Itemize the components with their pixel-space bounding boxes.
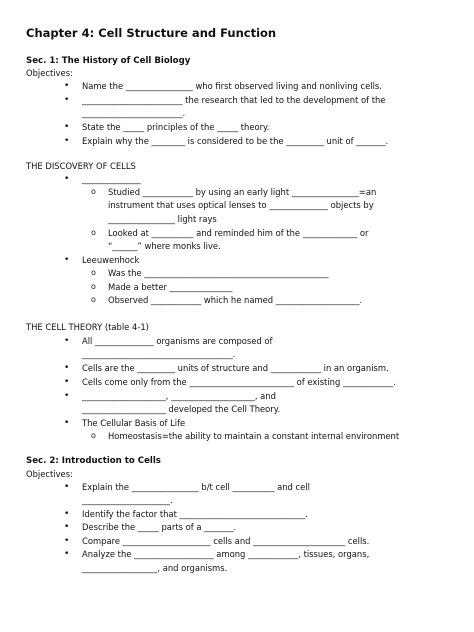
objective-item-continuation: ________________________.	[82, 108, 186, 118]
cell-theory-item-continuation: ____________________________________.	[82, 349, 236, 359]
bullet-icon: •	[64, 509, 70, 519]
bullet-icon: •	[64, 363, 70, 373]
discovery-subitem: Observed ____________ which he named ____________________.	[108, 295, 363, 305]
bullet-icon: •	[64, 122, 70, 132]
discovery-subitem: Looked at __________ and reminded him of the _____________ or	[108, 228, 369, 238]
objective-item: Compare _____________________ cells and ______________________ cells.	[82, 536, 370, 546]
bullet-icon: •	[64, 377, 70, 387]
cell-theory-subitem: Homeostasis=the ability to maintain a constant internal environment	[108, 431, 400, 441]
objective-item: Explain the ________________ b/t cell __________ and cell	[82, 482, 310, 492]
objective-item: ________________________ the research that led to the development of the	[82, 95, 386, 105]
objective-item: Name the ________________ who first observed living and nonliving cells.	[82, 81, 382, 91]
section-1-heading: Sec. 1: The History of Cell Biology	[26, 56, 191, 66]
bullet-icon: •	[64, 549, 70, 559]
objective-item: Identify the factor that ______________________________.	[82, 509, 308, 519]
objective-item-continuation: _____________________.	[82, 495, 173, 505]
page-title: Chapter 4: Cell Structure and Function	[26, 26, 277, 40]
bullet-icon: •	[64, 174, 70, 184]
discovery-subitem-continuation: ________________ light rays	[108, 214, 217, 224]
bullet-icon: •	[64, 336, 70, 346]
cell-theory-item: All ______________ organisms are composed of	[82, 336, 273, 346]
discovery-subitem: Was the ____________________________________________	[108, 268, 329, 278]
bullet-icon: •	[64, 81, 70, 91]
objective-item: State the _____ principles of the _____ theory.	[82, 122, 270, 132]
objective-item: Explain why the ________ is considered to be the _________ unit of _______.	[82, 136, 389, 146]
discovery-item: Leeuwenhock	[82, 255, 140, 265]
section-2-objectives-label: Objectives:	[26, 469, 73, 479]
sub-bullet-icon: o	[91, 268, 96, 277]
bullet-icon: •	[64, 136, 70, 146]
bullet-icon: •	[64, 95, 70, 105]
cell-theory-item: Cells come only from the _________________________ of existing ____________.	[82, 377, 396, 387]
objective-item-continuation: __________________, and organisms.	[82, 563, 228, 573]
discovery-subitem: Studied ____________ by using an early light ________________=an	[108, 187, 377, 197]
discovery-subitem-continuation: instrument that uses optical lenses to ______________ objects by	[108, 200, 374, 210]
bullet-icon: •	[64, 391, 70, 401]
bullet-icon: •	[64, 418, 70, 428]
cell-theory-item: ____________________, ____________________, and	[82, 391, 276, 401]
discovery-subitem-continuation: “______” where monks live.	[108, 241, 221, 251]
section-2-heading: Sec. 2: Introduction to Cells	[26, 456, 161, 466]
objective-item: Describe the _____ parts of a _______.	[82, 522, 237, 532]
bullet-icon: •	[64, 255, 70, 265]
cell-theory-item: Cells are the _________ units of structure and ____________ in an organism.	[82, 363, 389, 373]
discovery-item: ______________	[82, 174, 141, 184]
cell-theory-item-continuation: ____________________ developed the Cell Theory.	[82, 404, 281, 414]
bullet-icon: •	[64, 536, 70, 546]
discovery-subitem: Made a better _______________	[108, 282, 233, 292]
bullet-icon: •	[64, 482, 70, 492]
bullet-icon: •	[64, 522, 70, 532]
sub-bullet-icon: o	[91, 282, 96, 291]
section-1-objectives-label: Objectives:	[26, 68, 73, 78]
sub-bullet-icon: o	[91, 295, 96, 304]
cell-theory-item: The Cellular Basis of Life	[82, 418, 186, 428]
objective-item: Analyze the ___________________ among ____________, tissues, organs,	[82, 549, 370, 559]
discovery-heading: THE DISCOVERY OF CELLS	[26, 161, 136, 171]
sub-bullet-icon: o	[91, 187, 96, 196]
cell-theory-heading: THE CELL THEORY (table 4-1)	[26, 322, 149, 332]
sub-bullet-icon: o	[91, 228, 96, 237]
sub-bullet-icon: o	[91, 431, 96, 440]
